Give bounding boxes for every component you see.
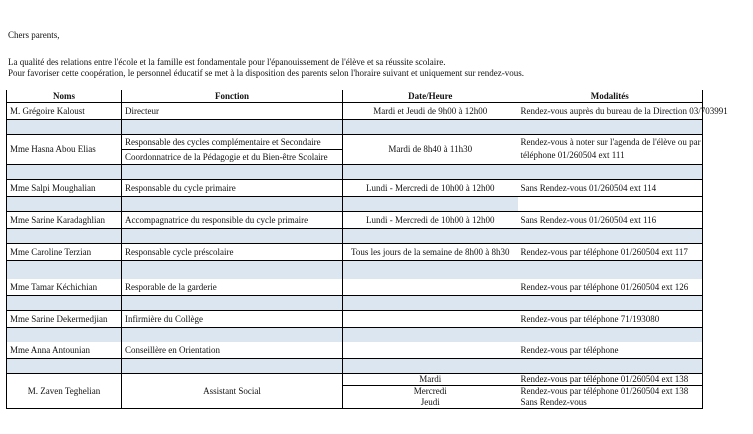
cell-date: Mardi de 8h40 à 11h30 xyxy=(343,135,518,165)
spacer-row xyxy=(7,165,703,180)
cell-fonction: Assistant Social xyxy=(122,374,343,409)
cell-fonction: Responsable du cycle primaire xyxy=(122,180,343,197)
header-modalites: Modalités xyxy=(518,90,703,103)
header-noms: Noms xyxy=(7,90,122,103)
cell-fonction: Responsable cycle préscolaire xyxy=(122,244,343,261)
cell-date: Lundi - Mercredi de 10h00 à 12h00 xyxy=(343,180,518,197)
cell-modalite: Sans Rendez-vous 01/260504 ext 116 xyxy=(518,212,703,229)
cell-date-mardi: Mardi xyxy=(343,374,518,386)
cell-modalite-mardi: Rendez-vous par téléphone 01/260504 ext 138 xyxy=(518,374,703,386)
cell-fonction: Resporable de la garderie xyxy=(122,279,343,296)
table-row xyxy=(7,342,703,359)
intro-paragraph-2: Pour favoriser cette coopération, le personnel éducatif se met à la disposition des parents selon l'horaire suivant et uniquement sur rendez-vous. xyxy=(8,68,524,78)
cell-fonction: Conseillère en Orientation xyxy=(122,342,343,359)
cell-date-mercredi: Mercredi xyxy=(413,386,447,396)
cell-modalite: Rendez-vous auprès du bureau de la Direction 03/703991 xyxy=(518,103,703,120)
table-row xyxy=(7,135,703,150)
spacer-row xyxy=(7,261,703,280)
cell-nom: Mme Caroline Terzian xyxy=(7,244,122,261)
greeting: Chers parents, xyxy=(8,30,60,40)
table-row xyxy=(7,244,703,261)
header-date-heure: Date/Heure xyxy=(343,90,518,103)
cell-nom: M. Grégoire Kaloust xyxy=(7,103,122,120)
table-row xyxy=(7,279,703,296)
cell-date xyxy=(343,279,518,296)
cell-nom: Mme Hasna Abou Elias xyxy=(7,135,122,165)
cell-fonction-2: Coordonnatrice de la Pédagogie et du Bien-être Scolaire xyxy=(122,150,343,165)
cell-modalite-1: Rendez-vous à noter sur l'agenda de l'élève ou par xyxy=(518,135,703,150)
cell-modalite: Sans Rendez-vous 01/260504 ext 114 xyxy=(518,180,703,197)
cell-modalite: Rendez-vous par téléphone xyxy=(518,342,703,359)
cell-date xyxy=(343,342,518,359)
spacer-row xyxy=(7,197,703,212)
cell-fonction-1: Responsable des cycles complémentaire et Secondaire xyxy=(122,135,343,150)
table-row xyxy=(7,103,703,120)
table-row xyxy=(7,180,703,197)
spacer-row xyxy=(7,120,703,135)
cell-modalite: Rendez-vous par téléphone 71/193080 xyxy=(518,311,703,328)
table-row xyxy=(7,311,703,328)
cell-modalite-mercredi: Rendez-vous par téléphone 01/260504 ext 138 xyxy=(518,386,703,398)
intro-paragraph-1: La qualité des relations entre l'école et la famille est fondamentale pour l'épanouissement de l'élève et sa réussite scolaire. xyxy=(8,57,446,67)
cell-date: Tous les jours de la semaine de 8h00 à 8h30 xyxy=(343,244,518,261)
cell-fonction: Infirmière du Collège xyxy=(122,311,343,328)
header-row xyxy=(7,90,703,103)
spacer-row xyxy=(7,328,703,343)
schedule-table xyxy=(6,90,728,409)
cell-nom: Mme Sarine Karadaghlian xyxy=(7,212,122,229)
cell-nom: Mme Salpi Moughalian xyxy=(7,180,122,197)
spacer-row xyxy=(7,359,703,374)
cell-nom: Mme Anna Antounian xyxy=(7,342,122,359)
cell-date: Lundi - Mercredi de 10h00 à 12h00 xyxy=(343,212,518,229)
spacer-row xyxy=(7,229,703,244)
cell-date xyxy=(343,311,518,328)
cell-date-jeudi: Jeudi xyxy=(343,397,518,409)
cell-date: Mardi et Jeudi de 9h00 à 12h00 xyxy=(343,103,518,120)
spacer-row xyxy=(7,296,703,311)
cell-nom: Mme Tamar Kéchichian xyxy=(7,279,122,296)
cell-fonction: Accompagnatrice du responsible du cycle primaire xyxy=(122,212,343,229)
cell-fonction: Directeur xyxy=(122,103,343,120)
cell-modalite-jeudi: Sans Rendez-vous xyxy=(518,397,703,409)
header-fonction: Fonction xyxy=(122,90,343,103)
table-row xyxy=(7,212,703,229)
cell-nom: Mme Sarine Dekermedjian xyxy=(7,311,122,328)
cell-modalite: Rendez-vous par téléphone 01/260504 ext 126 xyxy=(518,279,703,296)
cell-nom: M. Zaven Teghelian xyxy=(7,374,122,409)
cell-modalite-2: téléphone 01/260504 ext 111 xyxy=(518,150,703,165)
cell-modalite: Rendez-vous par téléphone 01/260504 ext 117 xyxy=(518,244,703,261)
table-row xyxy=(7,374,703,386)
